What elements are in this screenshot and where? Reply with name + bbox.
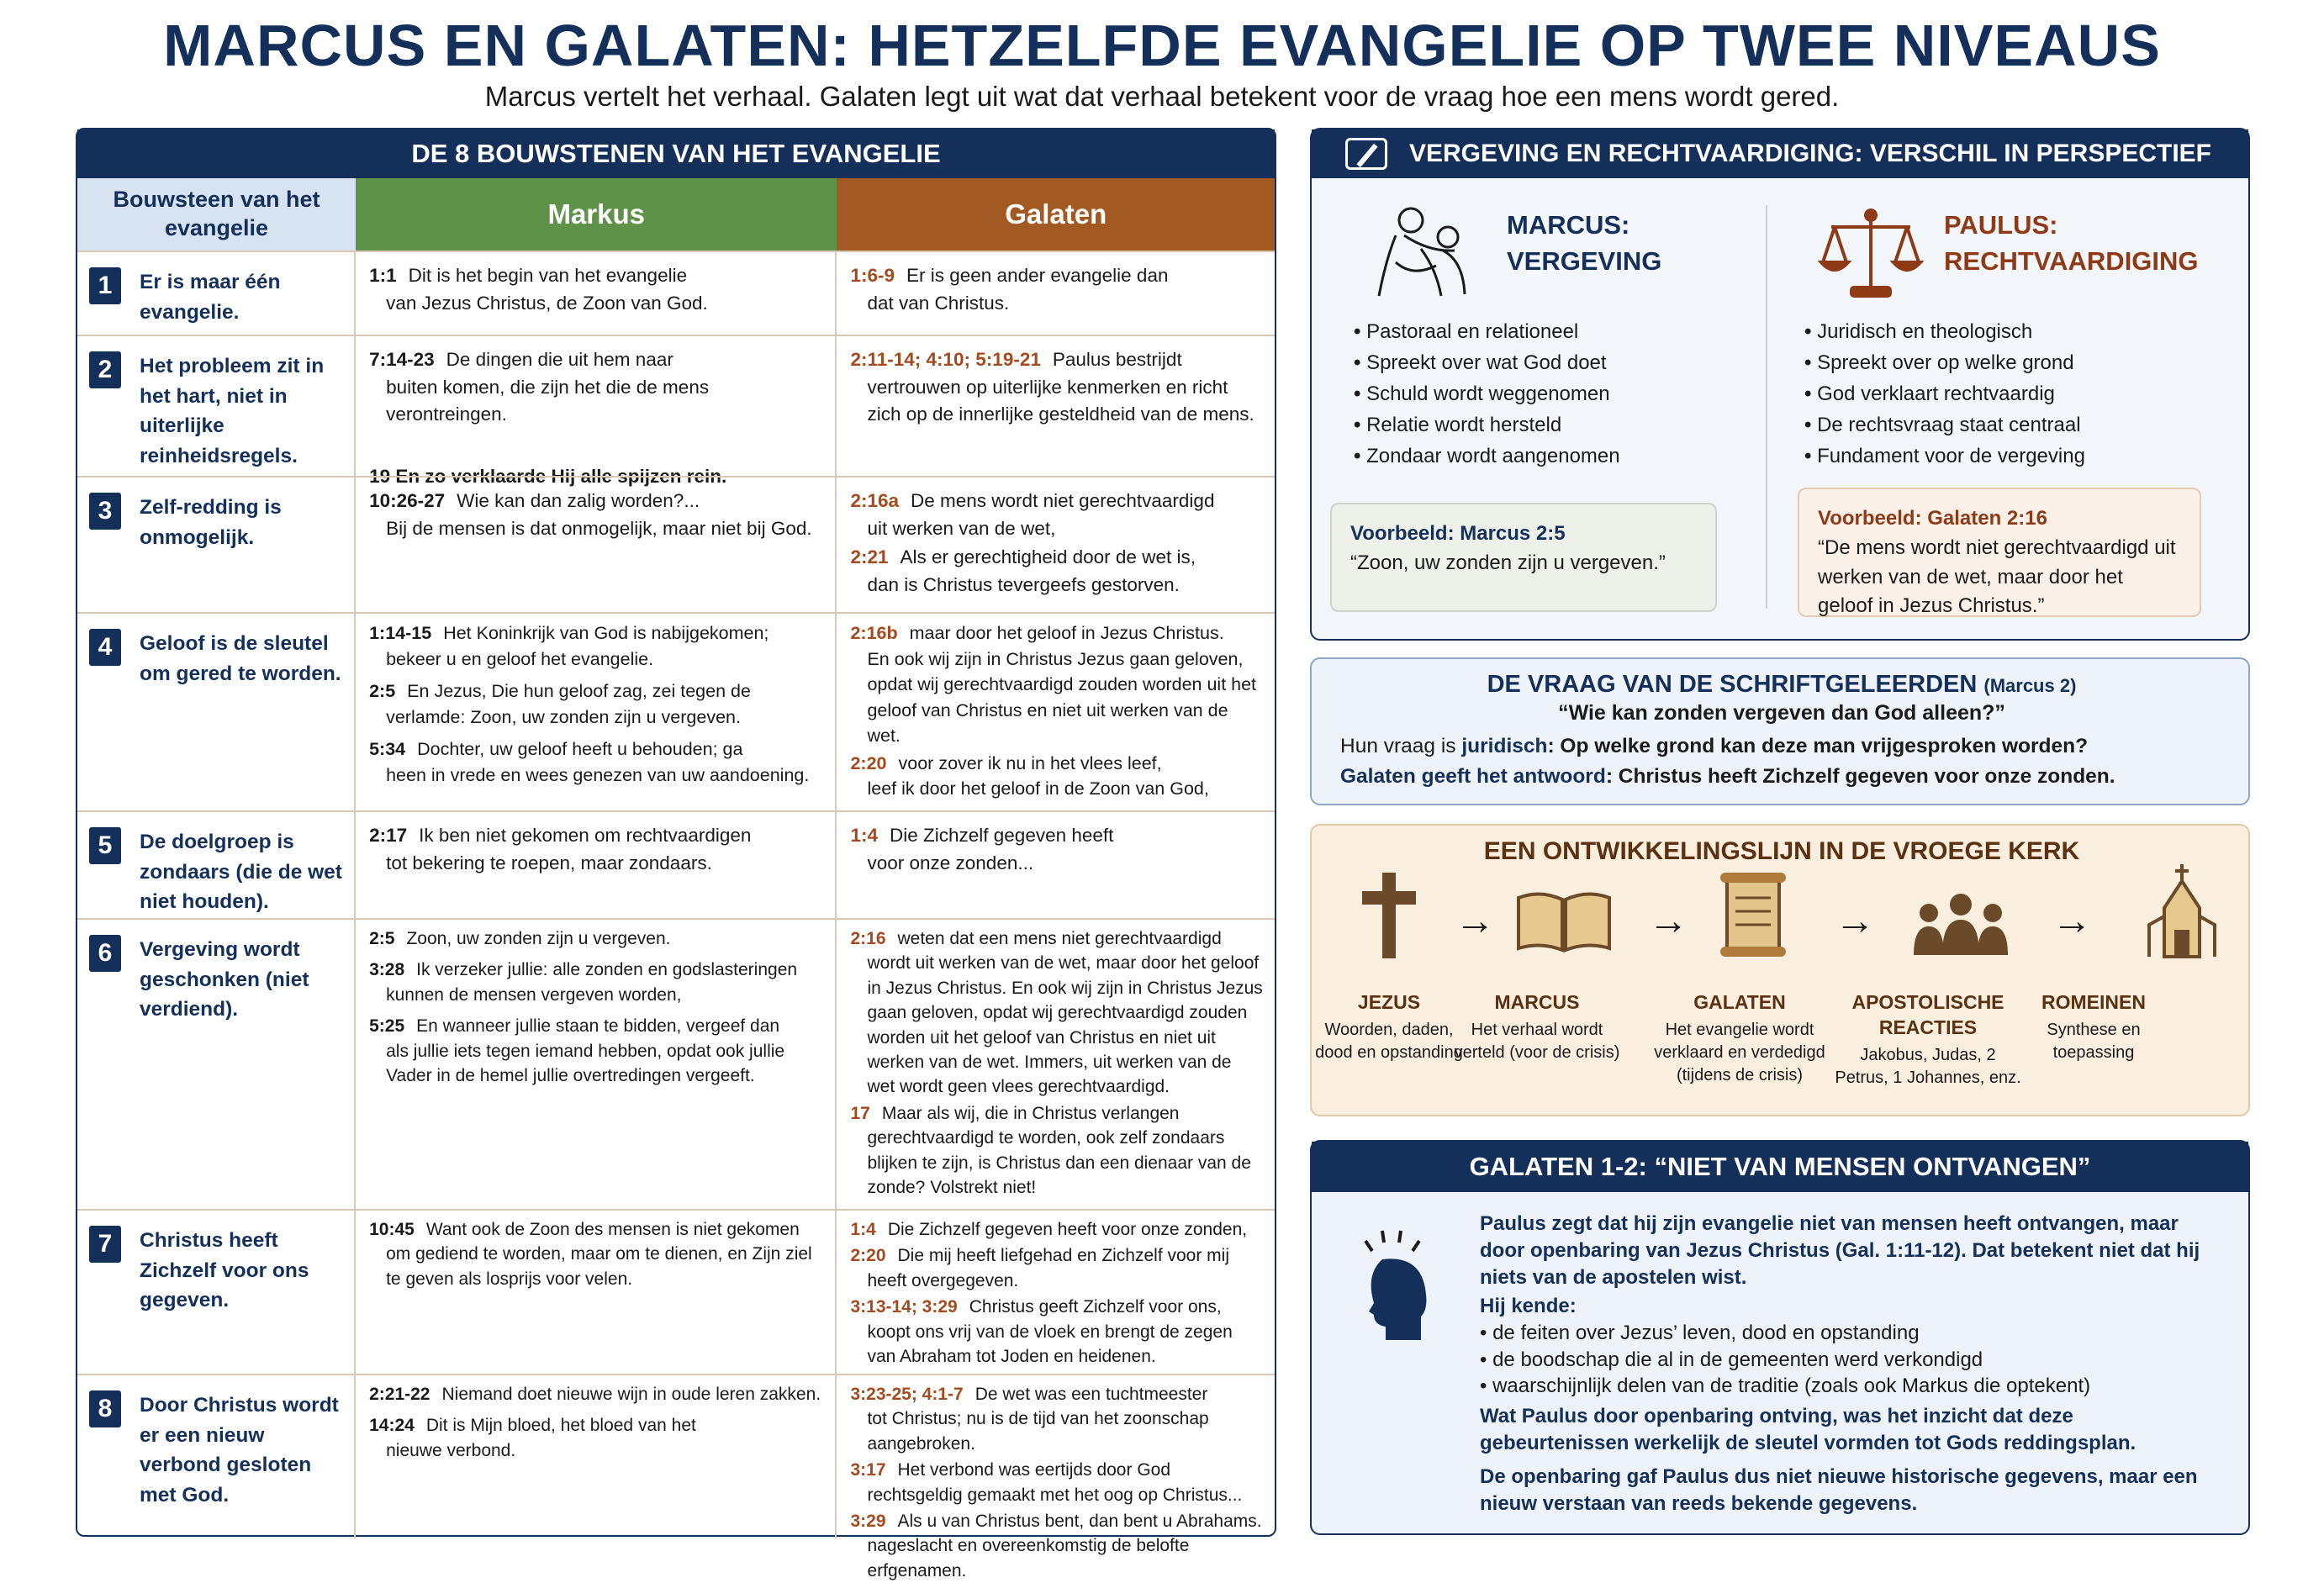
verse-ref: 7:14-23: [369, 349, 435, 370]
cross-icon: [1355, 869, 1423, 962]
ontwikkeling-title: EEN ONTWIKKELINGSLIJN IN DE VROEGE KERK: [1483, 837, 2080, 865]
step-name: GALATEN: [1693, 991, 1786, 1013]
galaten12-kende: Hij kende:: [1480, 1294, 1577, 1317]
row-number: 4: [89, 629, 121, 666]
bouwsteen-label: Het probleem zit in het hart, niet in uiterlijke reinheidsregels.: [140, 355, 325, 467]
list-item: • Fundament voor de vergeving: [1804, 441, 2085, 472]
column-headers: [77, 178, 1275, 251]
verse-continuation: koopt ons vrij van de vloek en brengt de zegen van Abraham tot Joden en heidenen.: [867, 1322, 1233, 1366]
verse-text: Zoon, uw zonden zijn u vergeven.: [406, 929, 671, 948]
galaten-cell: [837, 336, 1275, 476]
galaten12-p2: Wat Paulus door openbaring ontving, was het inzicht dat deze gebeurtenissen werkelijk de sleutel vormden tot Gods reddingsplan.: [1480, 1405, 2136, 1455]
markus-verse: [369, 822, 823, 877]
verse-text: Dochter, uw geloof heeft u behouden; ga: [417, 739, 743, 760]
markus-cell: [356, 1375, 837, 1538]
timeline-step: [1643, 990, 1836, 1087]
book-icon: [1513, 889, 1614, 957]
list-item: • Relatie wordt hersteld: [1354, 409, 1620, 441]
verse-ref: 3:29: [850, 1511, 886, 1531]
verse-text: Wie kan dan zalig worden?...: [457, 490, 700, 511]
table-row: [77, 476, 1275, 612]
scales-icon: [1816, 203, 1925, 304]
marcus-points: [1354, 316, 1620, 472]
verse-ref: 1:4: [850, 1220, 876, 1239]
verse-ref: 10:45: [369, 1220, 415, 1239]
galaten-verse: [850, 822, 1263, 877]
markus-cell: [356, 614, 837, 810]
step-name: ROMEINEN: [2041, 991, 2146, 1013]
bouwsteen-label: Christus heeft Zichzelf voor ons gegeven.: [140, 1229, 309, 1312]
church-icon: [2144, 863, 2220, 960]
markus-verse: [369, 926, 823, 951]
markus-verse: [369, 1217, 823, 1291]
verse-continuation: tot Christus; nu is de tijd van het zoonschap aangebroken.: [867, 1409, 1209, 1454]
head-icon: [1349, 1222, 1441, 1348]
bouwsteen-label: Geloof is de sleutel om gered te worden.: [140, 632, 341, 685]
table-row: [77, 251, 1275, 335]
verse-ref: 5:34: [369, 739, 406, 760]
verse-continuation: gerechtvaardigd te worden, ook zelf zondaars blijken te zijn, is Christus dan een dienaar van de zonde? Volstrekt niet!: [867, 1128, 1251, 1197]
bouwsteen-cell: [77, 1375, 356, 1538]
perspectief-header-text: VERGEVING EN RECHTVAARDIGING: VERSCHIL IN PERSPECTIEF: [1409, 140, 2212, 167]
verse-continuation: verlamde: Zoon, uw zonden zijn u vergeven.: [386, 706, 741, 727]
verse-continuation: uit werken van de wet,: [867, 517, 1056, 539]
galaten-verse: [850, 1509, 1263, 1583]
verse-text: Het verbond was eertijds door God: [897, 1460, 1171, 1480]
galaten12-p1: Paulus zegt dat hij zijn evangelie niet van mensen heeft ontvangen, maar door openbaring van Jezus Christus (Gal. 1:11-12). Dat betekent niet dat hij niets van de apostelen wist.: [1480, 1212, 2200, 1289]
paulus-title: PAULUS: RECHTVAARDIGING: [1944, 210, 2199, 277]
table-row: [77, 1209, 1275, 1374]
verse-continuation: 19 En zo verklaarde Hij alle spijzen rein.: [369, 465, 727, 487]
bouwsteen-cell: [77, 252, 356, 335]
galaten-verse: [850, 1458, 1263, 1507]
verse-ref: 2:21: [850, 546, 889, 568]
verse-continuation: voor onze zonden...: [867, 852, 1034, 873]
verse-text: Want ook de Zoon des mensen is niet gekomen: [425, 1220, 800, 1239]
verse-continuation: Bij de mensen is dat onmogelijk, maar niet bij God.: [386, 517, 812, 539]
markus-cell: [356, 920, 837, 1209]
timeline-step: [1305, 990, 1473, 1064]
vraag-title: DE VRAAG VAN DE SCHRIFTGELEERDEN (Marcus 2): [1487, 671, 2077, 698]
verse-ref: 2:16b: [850, 623, 898, 643]
galaten-verse: [850, 1382, 1263, 1456]
table-body: [77, 251, 1275, 1580]
step-desc: Het verhaal wordt verteld (voor de crisis): [1454, 1020, 1620, 1062]
verse-text: Die Zichzelf gegeven heeft: [890, 825, 1114, 846]
ontwikkeling-panel: [1310, 824, 2250, 1116]
row-number: 3: [89, 493, 121, 530]
galaten-verse: [850, 926, 1263, 1100]
scroll-icon: [1715, 869, 1791, 962]
verse-continuation: rechtsgeldig gemaakt met het oog op Christus...: [867, 1485, 1243, 1505]
row-number: 5: [89, 827, 121, 864]
verse-text: De dingen die uit hem naar: [446, 349, 673, 370]
verse-ref: 1:14-15: [369, 623, 432, 643]
verse-ref: 3:13-14; 3:29: [850, 1297, 958, 1317]
markus-cell: [356, 1211, 837, 1374]
page-title: MARCUS EN GALATEN: HETZELFDE EVANGELIE OP TWEE NIVEAUS: [163, 13, 2161, 78]
markus-verse: [369, 736, 823, 788]
galaten-cell: [837, 1375, 1275, 1580]
markus-verse: [369, 678, 823, 730]
page-subtitle: Marcus vertelt het verhaal. Galaten legt uit wat dat verhaal betekent voor de vraag hoe een mens wordt gered.: [484, 81, 1840, 112]
list-item: • God verklaart rechtvaardig: [1804, 378, 2085, 409]
verse-text: Die Zichzelf gegeven heeft voor onze zonden,: [887, 1220, 1248, 1239]
markus-verse: [369, 958, 823, 1007]
verse-text: Dit is Mijn bloed, het bloed van het: [425, 1416, 696, 1436]
verse-ref: 10:26-27: [369, 490, 446, 511]
galaten-verse: [850, 346, 1263, 429]
vraag-panel: [1310, 657, 2250, 805]
step-desc: Woorden, daden, dood en opstanding: [1315, 1020, 1463, 1062]
row-number: 6: [89, 935, 121, 972]
verse-text: De wet was een tuchtmeester: [974, 1385, 1208, 1404]
verse-continuation: van Jezus Christus, de Zoon van God.: [386, 292, 708, 314]
verse-ref: 3:28: [369, 960, 405, 980]
step-desc: Synthese en toepassing: [2047, 1020, 2141, 1062]
verse-text: Ik verzeker jullie: alle zonden en godslasteringen: [416, 960, 798, 980]
verse-text: De mens wordt niet gerechtvaardigd: [911, 490, 1215, 511]
markus-cell: [356, 812, 837, 918]
verse-text: Er is geen ander evangelie dan: [906, 265, 1169, 286]
verse-continuation: nieuwe verbond.: [386, 1440, 516, 1460]
markus-cell: [356, 336, 837, 487]
list-item: • Zondaar wordt aangenomen: [1354, 441, 1620, 472]
markus-verse: [369, 1014, 823, 1088]
verse-continuation: nageslacht en overeenkomstig de belofte erfgenamen.: [867, 1536, 1190, 1580]
bouwsteen-cell: [77, 336, 356, 476]
verse-ref: 2:20: [850, 752, 887, 773]
verse-ref: 2:17: [369, 825, 408, 846]
vraag-line-2: Galaten geeft het antwoord: Christus heeft Zichzelf gegeven voor onze zonden.: [1340, 765, 2115, 788]
verse-ref: 1:6-9: [850, 265, 895, 286]
paulus-points: [1804, 316, 2085, 472]
arrow-3: →: [1835, 899, 1875, 943]
verse-text: maar door het geloof in Jezus Christus.: [909, 623, 1224, 643]
galaten-verse: [850, 751, 1263, 802]
galaten12-panel: [1310, 1140, 2250, 1535]
markus-verse: [369, 488, 823, 542]
list-item: • Spreekt over op welke grond: [1804, 347, 2085, 378]
perspectief-header: [1312, 129, 2248, 178]
bouwsteen-label: Er is maar één evangelie.: [140, 271, 281, 324]
bouwsteen-cell: [77, 1211, 356, 1374]
markus-cell: [356, 252, 837, 335]
timeline-step: [1453, 990, 1621, 1064]
bouwsteen-cell: [77, 812, 356, 918]
verse-ref: 2:11-14; 4:10; 5:19-21: [850, 349, 1041, 370]
verse-continuation: vertrouwen op uiterlijke kenmerken en richt zich op de innerlijke gesteldheid van de mens.: [867, 376, 1254, 425]
verse-continuation: tot bekering te roepen, maar zondaars.: [386, 852, 712, 873]
bouwsteen-cell: [77, 920, 356, 1209]
list-item: • Schuld wordt weggenomen: [1354, 378, 1620, 409]
list-item: • de boodschap die al in de gemeenten werd verkondigd: [1480, 1347, 2220, 1374]
galaten12-header: GALATEN 1-2: “NIET VAN MENSEN ONTVANGEN”: [1312, 1142, 2248, 1192]
verse-text: Maar als wij, die in Christus verlangen: [881, 1103, 1180, 1123]
verse-ref: 2:20: [850, 1246, 886, 1266]
bouwsteen-cell: [77, 614, 356, 810]
verse-continuation: bekeer u en geloof het evangelie.: [386, 648, 654, 669]
row-number: 8: [89, 1390, 121, 1427]
verse-continuation: wordt uit werken van de wet, maar door het geloof in Jezus Christus. En ook wij zijn in Christus Jezus gaan geloven, opdat wij gerechtvaardigd zouden worden uit het geloof van Christus en niet uit werken van de wet. Immers, uit werken van de wet wordt geen vlees gerechtvaardigd.: [867, 953, 1263, 1097]
table-row: [77, 918, 1275, 1209]
bouwstenen-table: [76, 128, 1276, 1580]
markus-verse: [369, 262, 823, 317]
verse-text: weten dat een mens niet gerechtvaardigd: [897, 929, 1222, 948]
verse-continuation: om gediend te worden, maar om te dienen, en Zijn ziel te geven als losprijs voor velen.: [386, 1244, 812, 1289]
verse-text: Christus geeft Zichzelf voor ons,: [969, 1297, 1222, 1317]
verse-text: Dit is het begin van het evangelie: [408, 265, 688, 286]
step-name: APOSTOLISCHE REACTIES: [1851, 991, 2004, 1038]
table-row: [77, 335, 1275, 487]
arrow-4: →: [2052, 899, 2092, 943]
galaten-cell: [837, 812, 1275, 918]
column-galaten: Galaten: [837, 178, 1275, 251]
list-item: • Juridisch en theologisch: [1804, 316, 2085, 347]
verse-ref: 1:4: [850, 825, 878, 846]
vraag-quote: “Wie kan zonden vergeven dan God alleen?”: [1558, 701, 2005, 725]
verse-ref: 2:5: [369, 681, 396, 702]
bouwsteen-label: De doelgroep is zondaars (die de wet niet houden).: [140, 831, 342, 914]
verse-continuation: dan is Christus tevergeefs gestorven.: [867, 573, 1180, 595]
verse-text: Niemand doet nieuwe wijn in oude leren zakken.: [441, 1385, 821, 1404]
list-item: • Spreekt over wat God doet: [1354, 347, 1620, 378]
galaten-verse: [850, 1217, 1263, 1242]
markus-verse: [369, 1382, 823, 1406]
verse-ref: 2:16a: [850, 490, 900, 511]
galaten12-body: [1480, 1211, 2220, 1517]
galaten-verse: [850, 488, 1263, 542]
timeline-step: [2010, 990, 2178, 1064]
edit-icon: [1345, 138, 1387, 170]
arrow-1: →: [1455, 899, 1495, 943]
verse-text: En Jezus, Die hun geloof zag, zei tegen de: [407, 681, 751, 702]
verse-ref: 17: [850, 1103, 870, 1123]
step-name: JEZUS: [1357, 991, 1421, 1013]
markus-verse: [369, 620, 823, 672]
column-markus: Markus: [356, 178, 837, 251]
markus-verse: [369, 346, 823, 429]
verse-ref: 14:24: [369, 1416, 415, 1436]
galaten-cell: [837, 614, 1275, 810]
embrace-icon: [1371, 202, 1480, 303]
verse-continuation: kunnen de mensen vergeven worden,: [386, 984, 682, 1005]
galaten-cell: [837, 1211, 1275, 1374]
perspectief-panel: [1310, 128, 2250, 641]
verse-text: Ik ben niet gekomen om rechtvaardigen: [419, 825, 752, 846]
galaten12-p3: De openbaring gaf Paulus dus niet nieuwe historische gegevens, maar een nieuw verstaan van reeds bekende gegevens.: [1480, 1465, 2198, 1516]
divider: [1766, 205, 1767, 609]
verse-continuation: als jullie iets tegen iemand hebben, opdat ook jullie Vader in de hemel jullie overtredingen vergeeft.: [386, 1041, 785, 1085]
galaten12-list: [1480, 1320, 2220, 1401]
galaten-cell: [837, 252, 1275, 335]
verse-continuation: buiten komen, die zijn het die de mens verontreingen.: [386, 376, 710, 425]
verse-ref: 2:21-22: [369, 1385, 430, 1404]
galaten-verse: [850, 1101, 1263, 1200]
list-item: • Pastoraal en relationeel: [1354, 316, 1620, 347]
table-row: [77, 612, 1275, 810]
bouwsteen-label: Door Christus wordt er een nieuw verbond gesloten met God.: [140, 1394, 339, 1506]
table-row: [77, 810, 1275, 918]
row-number: 7: [89, 1226, 121, 1263]
galaten-verse: [850, 262, 1263, 317]
markus-verse: [369, 1413, 823, 1463]
table-row: [77, 1374, 1275, 1580]
marcus-example: Voorbeeld: Marcus 2:5 “Zoon, uw zonden zijn u vergeven.”: [1330, 503, 1717, 612]
bouwsteen-cell: [77, 478, 356, 612]
markus-cell: [356, 478, 837, 612]
galaten-verse: [850, 620, 1263, 749]
step-name: MARCUS: [1494, 991, 1580, 1013]
step-desc: Jakobus, Judas, 2 Petrus, 1 Johannes, enz.: [1835, 1045, 2021, 1087]
list-item: • waarschijnlijk delen van de traditie (zoals ook Markus die optekent): [1480, 1373, 2220, 1400]
verse-ref: 1:1: [369, 265, 397, 286]
verse-text: voor zover ik nu in het vlees leef,: [898, 752, 1162, 773]
galaten-cell: [837, 478, 1275, 612]
column-bouwsteen: Bouwsteen van het evangelie: [77, 178, 356, 251]
verse-continuation: En ook wij zijn in Christus Jezus gaan geloven, opdat wij gerechtvaardigd zouden worden uit het geloof van Christus en niet uit werken van de wet.: [867, 648, 1257, 747]
verse-continuation: leef ik door het geloof in de Zoon van God,: [867, 778, 1209, 799]
list-item: • de feiten over Jezus’ leven, dood en opstanding: [1480, 1320, 2220, 1347]
verse-ref: 3:23-25; 4:1-7: [850, 1385, 964, 1404]
galaten-verse: [850, 1243, 1263, 1293]
galaten-cell: [837, 920, 1275, 1209]
step-desc: Het evangelie wordt verklaard en verdedigd (tijdens de crisis): [1654, 1020, 1825, 1084]
verse-continuation: dat van Christus.: [867, 292, 1010, 314]
vraag-line-1: Hun vraag is juridisch: Op welke grond kan deze man vrijgesproken worden?: [1340, 735, 2089, 757]
bouwsteen-label: Vergeving wordt geschonken (niet verdiend).: [140, 938, 309, 1021]
galaten-verse: [850, 544, 1263, 599]
galaten-verse: [850, 1295, 1263, 1369]
verse-text: En wanneer jullie staan te bidden, vergeef dan: [416, 1016, 780, 1037]
verse-text: Als u van Christus bent, dan bent u Abrahams.: [897, 1511, 1262, 1531]
verse-continuation: heen in vrede en wees genezen van uw aandoening.: [386, 764, 810, 785]
verse-continuation: heeft overgegeven.: [867, 1270, 1019, 1290]
verse-text: Het Koninkrijk van God is nabijgekomen;: [443, 623, 769, 643]
arrow-2: →: [1648, 899, 1688, 943]
verse-ref: 5:25: [369, 1016, 405, 1037]
marcus-title: MARCUS: VERGEVING: [1507, 210, 1662, 277]
paulus-example: Voorbeeld: Galaten 2:16 “De mens wordt niet gerechtvaardigd uit werken van de wet, maar door het geloof in Jezus Christus.”: [1798, 488, 2201, 617]
verse-ref: 2:16: [850, 929, 886, 948]
row-number: 1: [89, 267, 121, 304]
verse-ref: 2:5: [369, 929, 395, 948]
verse-ref: 3:17: [850, 1460, 886, 1480]
bouwsteen-label: Zelf-redding is onmogelijk.: [140, 496, 282, 549]
verse-text: Die mij heeft liefgehad en Zichzelf voor mij: [897, 1246, 1230, 1266]
timeline-step: [1831, 990, 2025, 1090]
table-header: DE 8 BOUWSTENEN VAN HET EVANGELIE: [77, 129, 1275, 178]
list-item: • De rechtsvraag staat centraal: [1804, 409, 2085, 441]
people-icon: [1910, 891, 2011, 958]
row-number: 2: [89, 351, 121, 388]
verse-text: Als er gerechtigheid door de wet is,: [900, 546, 1196, 568]
verse-text: Paulus bestrijdt: [1052, 349, 1182, 370]
